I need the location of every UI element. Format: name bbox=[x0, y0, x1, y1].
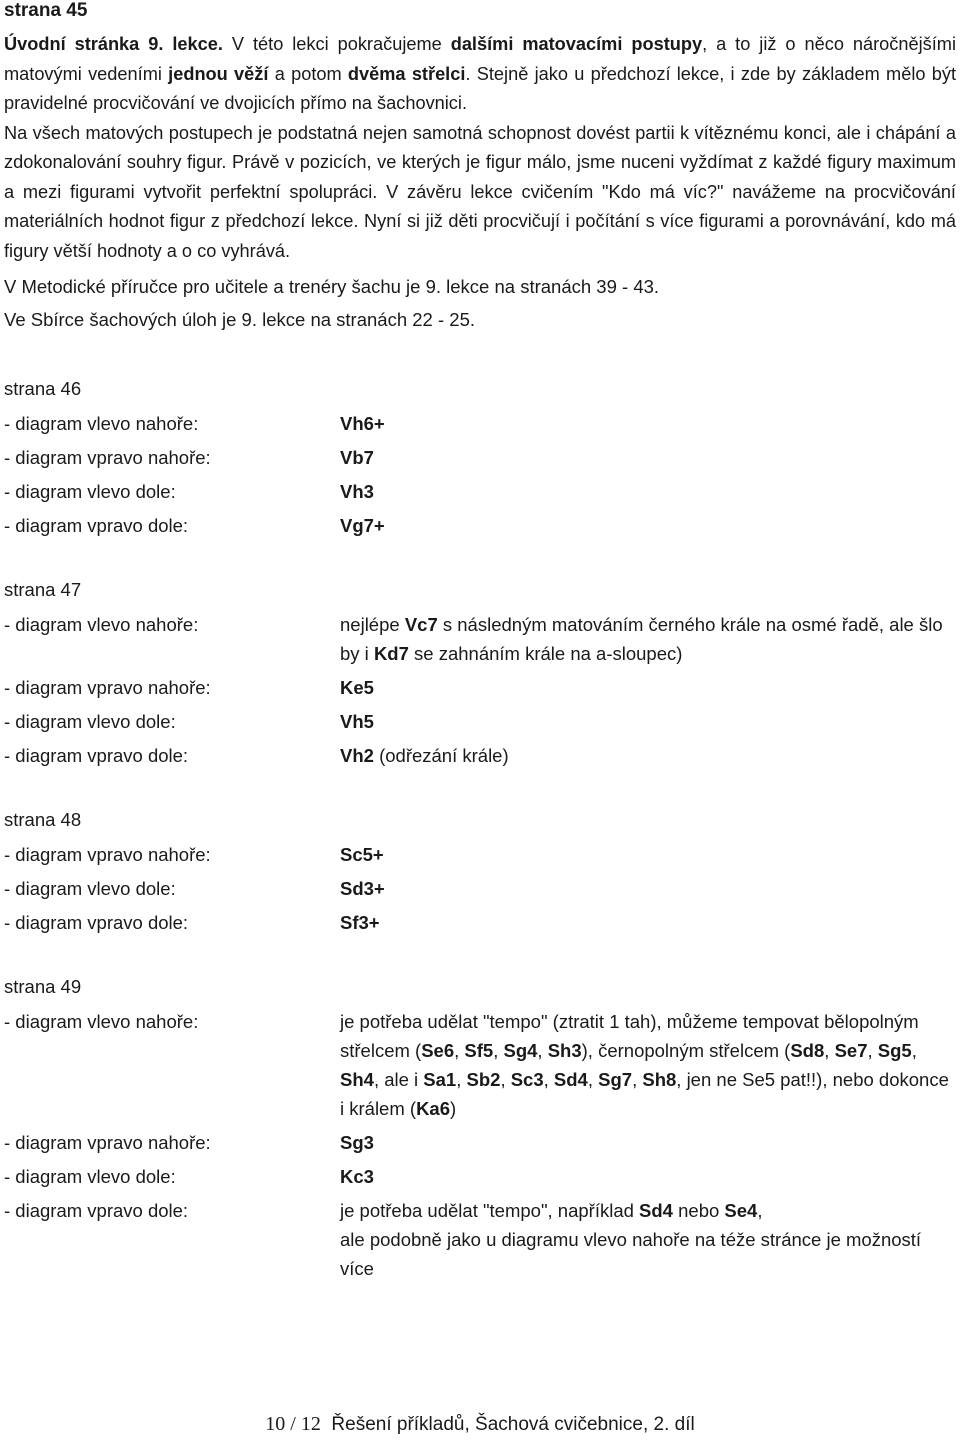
document-page bbox=[4, 0, 956, 1288]
move-notation: Kd7 bbox=[373, 643, 409, 664]
solution-row bbox=[4, 1007, 956, 1123]
answer-text: nebo bbox=[672, 1200, 725, 1221]
answer-text: , bbox=[454, 1040, 465, 1061]
diagram-answer bbox=[340, 409, 956, 438]
solution-row bbox=[4, 741, 956, 770]
move-notation: Vb7 bbox=[340, 447, 374, 468]
move-notation: Kc3 bbox=[340, 1166, 374, 1187]
diagram-label: - diagram vpravo nahoře: bbox=[4, 1132, 211, 1153]
move-notation: Se6 bbox=[421, 1040, 455, 1061]
move-notation: Vh5 bbox=[340, 711, 374, 732]
diagram-answer bbox=[340, 610, 956, 668]
diagram-label: - diagram vlevo nahoře: bbox=[4, 1011, 199, 1032]
answer-text: , bbox=[632, 1069, 643, 1090]
answer-text: je potřeba udělat "tempo", například bbox=[340, 1200, 640, 1221]
diagram-answer bbox=[340, 1196, 956, 1283]
move-notation: Sh3 bbox=[547, 1040, 582, 1061]
answer-text: , bbox=[537, 1040, 548, 1061]
move-notation: Sf3+ bbox=[340, 912, 380, 933]
solutions-list bbox=[4, 377, 956, 1283]
section-title: strana 46 bbox=[4, 378, 82, 399]
intro-paragraph: Úvodní stránka 9. lekce. V této lekci pokračujeme dalšími matovacími postupy, a to již o něco náročnějšími matovými vedeními jednou věží a potom dvěma střelci. Stejně jako u předchozí lekce, i zde by základem mělo být pravidelné procvičování ve dvojicích přímo na šachovnici. bbox=[4, 34, 957, 113]
diagram-label: - diagram vpravo dole: bbox=[4, 912, 189, 933]
document-title: Řešení příkladů, Šachová cvičebnice, 2. díl bbox=[331, 1414, 695, 1435]
move-notation: Ka6 bbox=[416, 1098, 451, 1119]
diagram-label: - diagram vpravo dole: bbox=[4, 1200, 189, 1221]
intro-title: Úvodní stránka 9. lekce. bbox=[4, 34, 223, 54]
move-notation: Sg4 bbox=[503, 1040, 538, 1061]
move-notation: Se4 bbox=[724, 1200, 758, 1221]
move-notation: Sf5 bbox=[464, 1040, 494, 1061]
move-notation: Sg7 bbox=[598, 1069, 633, 1090]
diagram-answer bbox=[340, 1007, 956, 1123]
diagram-answer bbox=[340, 874, 956, 903]
move-notation: Vh2 bbox=[340, 745, 374, 766]
diagram-answer bbox=[340, 1162, 956, 1191]
answer-text: , bbox=[500, 1069, 511, 1090]
diagram-label: - diagram vpravo nahoře: bbox=[4, 844, 211, 865]
diagram-label: - diagram vpravo dole: bbox=[4, 745, 189, 766]
diagram-answer bbox=[340, 673, 956, 702]
diagram-answer bbox=[340, 840, 956, 869]
move-notation: Ke5 bbox=[340, 677, 374, 698]
move-notation: Sd4 bbox=[553, 1069, 588, 1090]
section-title: strana 48 bbox=[4, 809, 82, 830]
solution-row bbox=[4, 673, 956, 702]
solution-row bbox=[4, 443, 956, 472]
diagram-answer bbox=[340, 741, 956, 770]
move-notation: Sa1 bbox=[423, 1069, 457, 1090]
move-notation: Vh6+ bbox=[340, 413, 385, 434]
section-title: strana 49 bbox=[4, 976, 82, 997]
answer-text: ale podobně jako u diagramu vlevo nahoře na téže stránce je možností více bbox=[340, 1229, 922, 1279]
diagram-answer bbox=[340, 511, 956, 540]
move-notation: Sh4 bbox=[340, 1069, 374, 1090]
move-notation: Sg5 bbox=[877, 1040, 912, 1061]
solution-row bbox=[4, 511, 956, 540]
move-notation: Sg3 bbox=[340, 1132, 374, 1153]
answer-text: se zahnáním krále na a-sloupec) bbox=[408, 643, 683, 664]
move-notation: Vg7+ bbox=[340, 515, 385, 536]
answer-text: (odřezání krále) bbox=[373, 745, 509, 766]
move-notation: Sd4 bbox=[639, 1200, 673, 1221]
diagram-label: - diagram vpravo nahoře: bbox=[4, 677, 211, 698]
diagram-answer bbox=[340, 443, 956, 472]
page-number: 10 / 12 bbox=[265, 1413, 321, 1435]
move-notation: Sb2 bbox=[466, 1069, 501, 1090]
diagram-answer bbox=[340, 908, 956, 937]
answer-text: , ale i bbox=[373, 1069, 424, 1090]
solution-row bbox=[4, 908, 956, 937]
diagram-label: - diagram vlevo dole: bbox=[4, 711, 176, 732]
diagram-label: - diagram vlevo nahoře: bbox=[4, 413, 199, 434]
solution-row bbox=[4, 874, 956, 903]
solution-row bbox=[4, 840, 956, 869]
section-title: strana 47 bbox=[4, 579, 82, 600]
intro-paragraph-2: Na všech matových postupech je podstatná nejen samotná schopnost dovést partii k vítěznému konci, ale i chápání a zdokonalování souhry figur. Právě v pozicích, ve kterých je figur málo, jsme nuceni vyždímat z každé figury maximum a mezi figurami vytvořit perfektní spolupráci. V závěru lekce cvičením "Kdo má víc?" navážeme na procvičování materiálních hodnot figur z předchozí lekce. Nyní si již děti procvičují i počítání s více figurami a porovnávání, kdo má figury větší hodnoty a o co vyhrává. bbox=[4, 122, 956, 261]
diagram-answer bbox=[340, 707, 956, 736]
solution-row bbox=[4, 409, 956, 438]
answer-text: , bbox=[824, 1040, 835, 1061]
move-notation: Vc7 bbox=[404, 614, 438, 635]
answer-text: , bbox=[911, 1040, 917, 1061]
diagram-answer bbox=[340, 477, 956, 506]
answer-text: , bbox=[867, 1040, 878, 1061]
move-notation: Sc3 bbox=[510, 1069, 544, 1090]
answer-text: je potřeba udělat "tempo" (ztratit 1 tah), můžeme tempovat bělopolným střelcem ( bbox=[340, 1011, 919, 1061]
diagram-label: - diagram vlevo dole: bbox=[4, 1166, 176, 1187]
diagram-label: - diagram vlevo nahoře: bbox=[4, 614, 199, 635]
reference-methodology: V Metodické příručce pro učitele a trenéry šachu je 9. lekce na stranách 39 - 43. bbox=[4, 276, 660, 297]
page-footer bbox=[0, 1411, 960, 1438]
solution-row bbox=[4, 610, 956, 668]
solution-row bbox=[4, 1196, 956, 1283]
answer-text: ) bbox=[450, 1098, 457, 1119]
page-label: strana 45 bbox=[4, 0, 88, 21]
solution-row bbox=[4, 477, 956, 506]
move-notation: Sd3+ bbox=[340, 878, 385, 899]
answer-text: , bbox=[757, 1200, 763, 1221]
answer-text: , bbox=[543, 1069, 554, 1090]
solution-row bbox=[4, 1162, 956, 1191]
answer-text: , bbox=[493, 1040, 504, 1061]
answer-text: ), černopolným střelcem ( bbox=[581, 1040, 791, 1061]
answer-text: , jen ne Se5 pat!!), nebo dokonce i králem ( bbox=[340, 1069, 949, 1119]
diagram-label: - diagram vlevo dole: bbox=[4, 481, 176, 502]
diagram-label: - diagram vpravo dole: bbox=[4, 515, 189, 536]
answer-text: nejlépe bbox=[340, 614, 405, 635]
solution-row bbox=[4, 707, 956, 736]
solution-row bbox=[4, 1128, 956, 1157]
move-notation: Vh3 bbox=[340, 481, 374, 502]
answer-text: , bbox=[587, 1069, 599, 1090]
reference-collection: Ve Sbírce šachových úloh je 9. lekce na stranách 22 - 25. bbox=[4, 309, 476, 330]
diagram-label: - diagram vlevo dole: bbox=[4, 878, 176, 899]
move-notation: Sh8 bbox=[642, 1069, 677, 1090]
answer-text: , bbox=[456, 1069, 467, 1090]
move-notation: Sc5+ bbox=[340, 844, 384, 865]
answer-text: s následným matováním černého krále na osmé řadě, ale šlo by i bbox=[340, 614, 943, 664]
move-notation: Sd8 bbox=[790, 1040, 825, 1061]
diagram-answer bbox=[340, 1128, 956, 1157]
move-notation: Se7 bbox=[834, 1040, 868, 1061]
diagram-label: - diagram vpravo nahoře: bbox=[4, 447, 211, 468]
